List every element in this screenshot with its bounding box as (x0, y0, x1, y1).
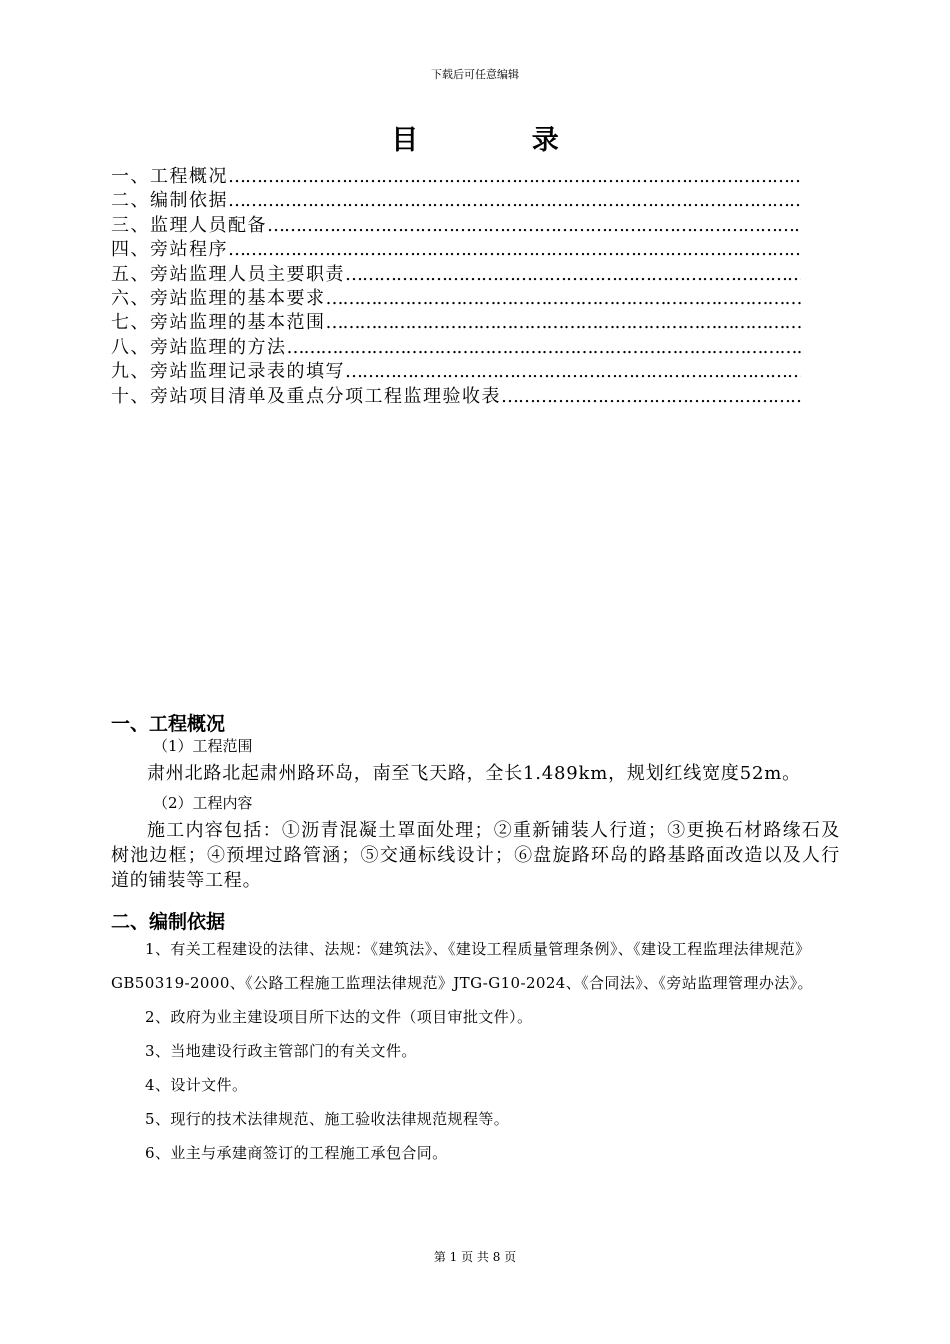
toc-item (111, 308, 801, 332)
toc-item (111, 333, 801, 357)
toc-leader-dots (228, 190, 801, 210)
toc-item-label: 十、旁站项目清单及重点分项工程监理验收表 (111, 385, 501, 406)
reference-item: 4、设计文件。 (145, 1076, 248, 1094)
section-heading: 一、工程概况 (111, 713, 226, 735)
toc-item-label: 七、旁站监理的基本范围 (111, 312, 326, 333)
reference-item: 6、业主与承建商签订的工程施工承包合同。 (145, 1144, 448, 1162)
toc-leader-dots (228, 239, 801, 259)
toc-leader-dots (228, 166, 801, 186)
toc-item-label: 八、旁站监理的方法 (111, 336, 287, 358)
toc-item-label: 六、旁站监理的基本要求 (111, 287, 326, 309)
toc-item (111, 186, 801, 210)
header-note: 下载后可任意编辑 (431, 68, 519, 81)
toc-leader-dots (345, 264, 801, 284)
toc-item (111, 235, 801, 259)
page-footer: 第 1 页 共 8 页 (433, 1250, 517, 1264)
toc-item (111, 357, 801, 381)
reference-item: 3、当地建设行政主管部门的有关文件。 (145, 1042, 417, 1060)
section-heading: 二、编制依据 (111, 911, 226, 933)
paragraph: 肃州北路北起肃州路环岛，南至飞天路，全长1.489km，规划红线宽度52m。 (147, 763, 801, 784)
section-basis (111, 907, 840, 1170)
toc-item (111, 260, 801, 284)
reference-item: 5、现行的技术法律规范、施工验收法律规范规程等。 (145, 1110, 510, 1128)
subsection-heading: （1）工程范围 (153, 737, 253, 755)
toc-leader-dots (267, 215, 801, 235)
toc-item (111, 162, 801, 186)
reference-item: 1、有关工程建设的法律、法规：《建筑法》、《建设工程质量管理条例》、《建设工程监理法律规范》GB50319-2000、《公路工程施工监理法律规范》JTG-G10-2024、《合同法》、《旁站监理管理办法》。 (111, 940, 813, 992)
toc-leader-dots (326, 288, 802, 308)
toc-item-label: 九、旁站监理记录表的填写 (111, 361, 345, 382)
section-overview (111, 709, 840, 893)
toc-item-label: 二、编制依据 (111, 190, 228, 211)
toc-item (111, 382, 801, 406)
toc-item-label: 一、工程概况 (111, 166, 228, 187)
toc-leader-dots (326, 312, 802, 332)
toc-title: 目 录 (391, 125, 611, 156)
toc-leader-dots (501, 386, 801, 406)
subsection-heading: （2）工程内容 (153, 794, 253, 812)
toc-item-label: 三、监理人员配备 (111, 214, 267, 236)
toc-item (111, 211, 801, 235)
table-of-contents (111, 162, 801, 406)
paragraph: 施工内容包括：①沥青混凝土罩面处理；②重新铺装人行道；③更换石材路缘石及树池边框；④预埋过路管涵；⑤交通标线设计；⑥盘旋路环岛的路基路面改造以及人行道的铺装等工程。 (111, 820, 840, 891)
toc-item-label: 四、旁站程序 (111, 239, 228, 260)
toc-item-label: 五、旁站监理人员主要职责 (111, 263, 345, 284)
toc-leader-dots (287, 337, 802, 357)
toc-leader-dots (345, 361, 801, 381)
reference-item: 2、政府为业主建设项目所下达的文件（项目审批文件）。 (145, 1008, 533, 1026)
toc-item (111, 284, 801, 308)
